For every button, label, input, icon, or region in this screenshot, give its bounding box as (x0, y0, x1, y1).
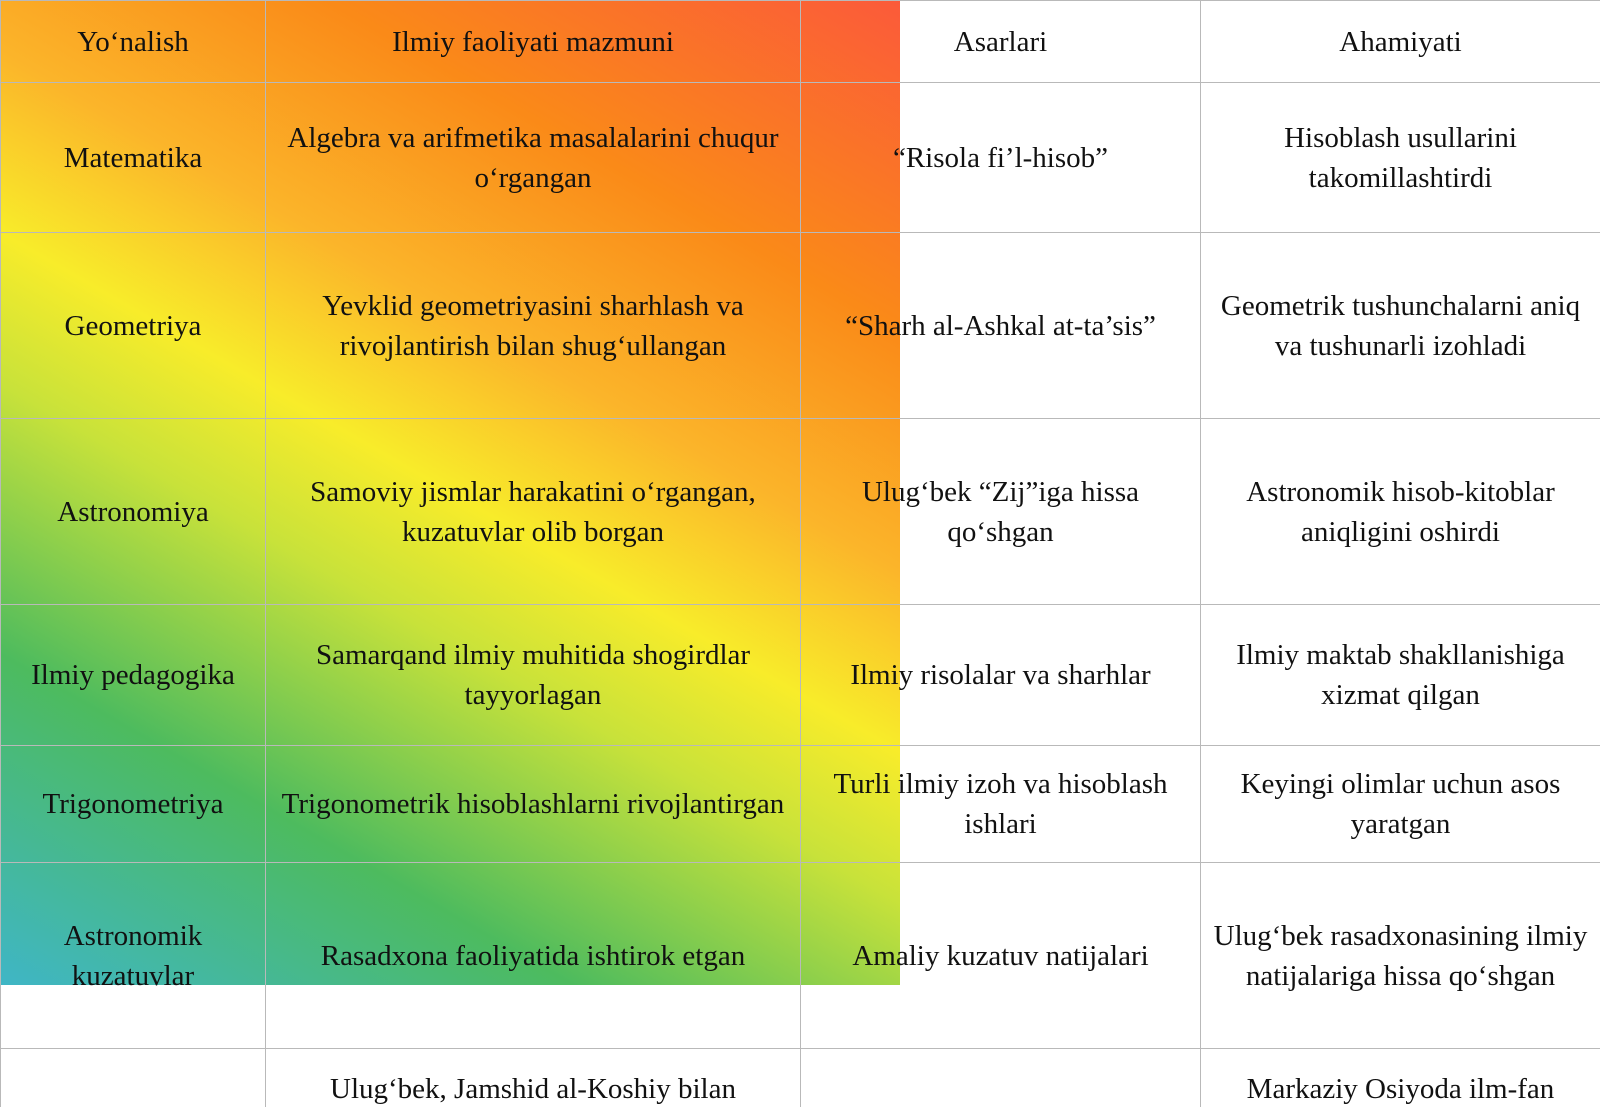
cell-direction: Matematika (1, 83, 266, 233)
cell-works: Amaliy kuzatuv natijalari (801, 863, 1201, 1049)
cell-direction: Trigonometriya (1, 746, 266, 863)
cell-content: Rasadxona faoliyatida ishtirok etgan (266, 863, 801, 1049)
table-row (1, 233, 1600, 419)
cell-significance: Geometrik tushunchalarni aniq va tushunarli izohladi (1201, 233, 1600, 419)
cell-significance: Astronomik hisob-kitoblar aniqligini oshirdi (1201, 419, 1600, 605)
cell-content: Ulug‘bek, Jamshid al-Koshiy bilan (266, 1049, 801, 1107)
header-cell-direction: Yo‘nalish (1, 1, 266, 83)
cell-significance: Ilmiy maktab shakllanishiga xizmat qilgan (1201, 605, 1600, 746)
table-row (1, 83, 1600, 233)
cell-works: “Risola fi’l-hisob” (801, 83, 1201, 233)
cell-direction (1, 1049, 266, 1107)
table-row (1, 863, 1600, 1049)
table-row (1, 746, 1600, 863)
cell-works: Ilmiy risolalar va sharhlar (801, 605, 1201, 746)
cell-significance: Ulug‘bek rasadxonasining ilmiy natijalariga hissa qo‘shgan (1201, 863, 1600, 1049)
cell-content: Algebra va arifmetika masalalarini chuqur o‘rgangan (266, 83, 801, 233)
header-cell-significance: Ahamiyati (1201, 1, 1600, 83)
cell-direction: Astronomiya (1, 419, 266, 605)
table-header-row (1, 1, 1600, 83)
cell-significance: Keyingi olimlar uchun asos yaratgan (1201, 746, 1600, 863)
cell-content: Samoviy jismlar harakatini o‘rgangan, kuzatuvlar olib borgan (266, 419, 801, 605)
cell-works: Ulug‘bek “Zij”iga hissa qo‘shgan (801, 419, 1201, 605)
header-cell-content: Ilmiy faoliyati mazmuni (266, 1, 801, 83)
table-row (1, 1049, 1600, 1107)
cell-content: Yevklid geometriyasini sharhlash va rivojlantirish bilan shug‘ullangan (266, 233, 801, 419)
cell-content: Trigonometrik hisoblashlarni rivojlantirgan (266, 746, 801, 863)
table-row (1, 419, 1600, 605)
cell-direction: Geometriya (1, 233, 266, 419)
cell-works (801, 1049, 1201, 1107)
header-cell-works: Asarlari (801, 1, 1201, 83)
cell-significance: Markaziy Osiyoda ilm-fan (1201, 1049, 1600, 1107)
cell-content: Samarqand ilmiy muhitida shogirdlar tayyorlagan (266, 605, 801, 746)
cell-significance: Hisoblash usullarini takomillashtirdi (1201, 83, 1600, 233)
table-row (1, 605, 1600, 746)
cell-works: Turli ilmiy izoh va hisoblash ishlari (801, 746, 1201, 863)
cell-direction: Astronomik kuzatuvlar (1, 863, 266, 1049)
cell-works: “Sharh al-Ashkal at-ta’sis” (801, 233, 1201, 419)
cell-direction: Ilmiy pedagogika (1, 605, 266, 746)
